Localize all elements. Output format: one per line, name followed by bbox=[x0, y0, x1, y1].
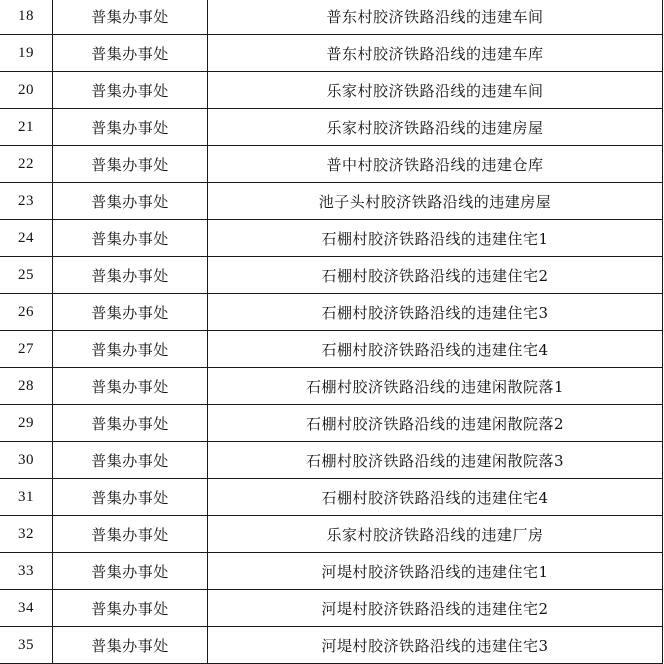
description-cell: 池子头村胶济铁路沿线的违建房屋 bbox=[208, 183, 663, 220]
row-number-cell: 24 bbox=[0, 220, 53, 257]
description-cell: 普东村胶济铁路沿线的违建车间 bbox=[208, 0, 663, 35]
office-cell: 普集办事处 bbox=[53, 294, 208, 331]
row-number-cell: 34 bbox=[0, 590, 53, 627]
office-cell: 普集办事处 bbox=[53, 627, 208, 664]
table-row bbox=[0, 516, 663, 553]
description-cell: 石棚村胶济铁路沿线的违建闲散院落1 bbox=[208, 368, 663, 405]
description-cell: 河堤村胶济铁路沿线的违建住宅1 bbox=[208, 553, 663, 590]
row-number-cell: 21 bbox=[0, 109, 53, 146]
row-number-cell: 19 bbox=[0, 35, 53, 72]
description-cell: 普东村胶济铁路沿线的违建车库 bbox=[208, 35, 663, 72]
description-cell: 乐家村胶济铁路沿线的违建车间 bbox=[208, 72, 663, 109]
description-cell: 石棚村胶济铁路沿线的违建住宅2 bbox=[208, 257, 663, 294]
row-number-cell: 25 bbox=[0, 257, 53, 294]
office-cell: 普集办事处 bbox=[53, 405, 208, 442]
table-row bbox=[0, 109, 663, 146]
row-number-cell: 35 bbox=[0, 627, 53, 664]
row-number-cell: 20 bbox=[0, 72, 53, 109]
description-cell: 河堤村胶济铁路沿线的违建住宅3 bbox=[208, 627, 663, 664]
table-row bbox=[0, 553, 663, 590]
table-row bbox=[0, 442, 663, 479]
office-cell: 普集办事处 bbox=[53, 220, 208, 257]
description-cell: 乐家村胶济铁路沿线的违建厂房 bbox=[208, 516, 663, 553]
office-cell: 普集办事处 bbox=[53, 109, 208, 146]
table-row bbox=[0, 0, 663, 35]
table-row bbox=[0, 368, 663, 405]
office-cell: 普集办事处 bbox=[53, 72, 208, 109]
office-cell: 普集办事处 bbox=[53, 0, 208, 35]
table-row bbox=[0, 405, 663, 442]
office-cell: 普集办事处 bbox=[53, 368, 208, 405]
table-row bbox=[0, 72, 663, 109]
description-cell: 石棚村胶济铁路沿线的违建闲散院落2 bbox=[208, 405, 663, 442]
description-cell: 石棚村胶济铁路沿线的违建住宅4 bbox=[208, 331, 663, 368]
table-row bbox=[0, 183, 663, 220]
office-cell: 普集办事处 bbox=[53, 553, 208, 590]
description-cell: 乐家村胶济铁路沿线的违建房屋 bbox=[208, 109, 663, 146]
table-row bbox=[0, 479, 663, 516]
office-cell: 普集办事处 bbox=[53, 146, 208, 183]
table-row bbox=[0, 590, 663, 627]
row-number-cell: 28 bbox=[0, 368, 53, 405]
description-cell: 石棚村胶济铁路沿线的违建闲散院落3 bbox=[208, 442, 663, 479]
office-cell: 普集办事处 bbox=[53, 331, 208, 368]
row-number-cell: 18 bbox=[0, 0, 53, 35]
office-cell: 普集办事处 bbox=[53, 479, 208, 516]
table-row bbox=[0, 146, 663, 183]
row-number-cell: 22 bbox=[0, 146, 53, 183]
table-row bbox=[0, 331, 663, 368]
row-number-cell: 32 bbox=[0, 516, 53, 553]
row-number-cell: 30 bbox=[0, 442, 53, 479]
description-cell: 普中村胶济铁路沿线的违建仓库 bbox=[208, 146, 663, 183]
office-cell: 普集办事处 bbox=[53, 516, 208, 553]
description-cell: 石棚村胶济铁路沿线的违建住宅4 bbox=[208, 479, 663, 516]
office-cell: 普集办事处 bbox=[53, 590, 208, 627]
description-cell: 石棚村胶济铁路沿线的违建住宅1 bbox=[208, 220, 663, 257]
office-cell: 普集办事处 bbox=[53, 183, 208, 220]
office-cell: 普集办事处 bbox=[53, 442, 208, 479]
table-row bbox=[0, 294, 663, 331]
row-number-cell: 26 bbox=[0, 294, 53, 331]
table-row bbox=[0, 257, 663, 294]
table-row bbox=[0, 627, 663, 664]
office-cell: 普集办事处 bbox=[53, 35, 208, 72]
table-row bbox=[0, 35, 663, 72]
description-cell: 河堤村胶济铁路沿线的违建住宅2 bbox=[208, 590, 663, 627]
row-number-cell: 27 bbox=[0, 331, 53, 368]
row-number-cell: 23 bbox=[0, 183, 53, 220]
row-number-cell: 29 bbox=[0, 405, 53, 442]
description-cell: 石棚村胶济铁路沿线的违建住宅3 bbox=[208, 294, 663, 331]
row-number-cell: 33 bbox=[0, 553, 53, 590]
office-cell: 普集办事处 bbox=[53, 257, 208, 294]
row-number-cell: 31 bbox=[0, 479, 53, 516]
table-row bbox=[0, 220, 663, 257]
